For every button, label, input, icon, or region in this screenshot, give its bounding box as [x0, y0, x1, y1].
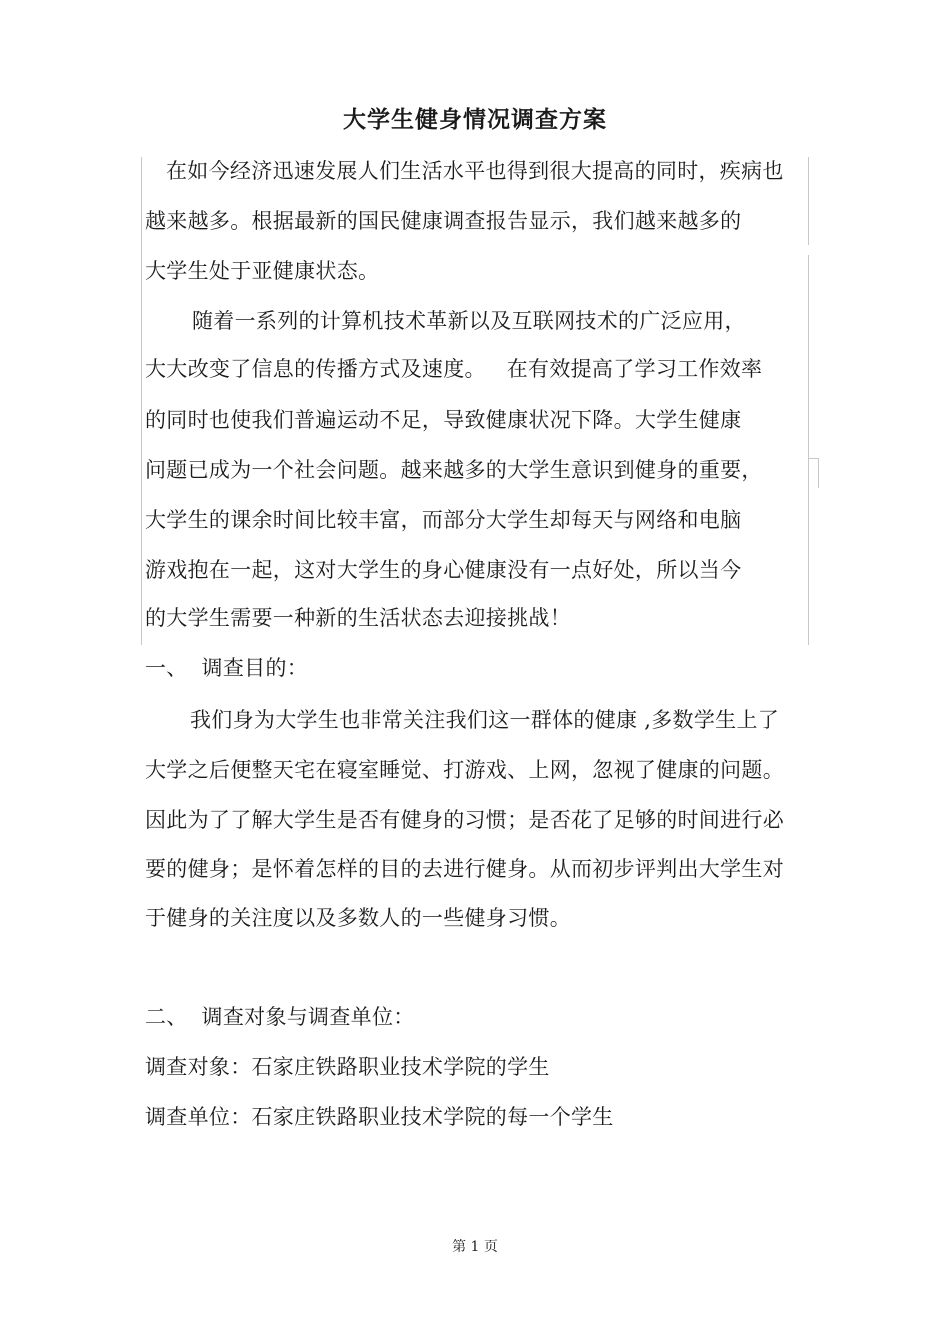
survey-unit-line: 调查单位：石家庄铁路职业技术学院的每一个学生: [145, 1105, 614, 1129]
frame-line-right-bottom: [808, 255, 809, 645]
intro-line: 大学生处于亚健康状态。: [145, 259, 380, 283]
intro-line: 的同时也使我们普遍运动不足，导致健康状况下降。大学生健康: [145, 408, 742, 432]
frame-line-left: [141, 157, 142, 645]
intro-line: 越来越多。根据最新的国民健康调查报告显示，我们越来越多的: [145, 209, 742, 233]
intro-line: 随着一系列的计算机技术革新以及互联网技术的广泛应用，: [192, 309, 746, 333]
section-heading: 二、 调查对象与调查单位：: [145, 1005, 415, 1029]
survey-object-line: 调查对象：石家庄铁路职业技术学院的学生: [145, 1055, 550, 1079]
intro-line: 游戏抱在一起，这对大学生的身心健康没有一点好处，所以当今: [145, 558, 742, 582]
frame-line-right-top: [808, 157, 809, 245]
section-body-line: 要的健身；是怀着怎样的目的去进行健身。从而初步评判出大学生对: [145, 857, 784, 881]
intro-line: 在如今经济迅速发展人们生活水平也得到很大提高的同时，疾病也: [166, 159, 784, 183]
intro-line: 的大学生需要一种新的生活状态去迎接挑战！: [145, 606, 571, 630]
page-number: 第 1 页: [452, 1239, 498, 1255]
section-body-line: 我们身为大学生也非常关注我们这一群体的健康 ,多数学生上了: [190, 708, 780, 732]
frame-line-right-tick: [818, 458, 819, 488]
section-body-line: 因此为了了解大学生是否有健身的习惯；是否花了足够的时间进行必: [145, 808, 784, 832]
intro-line: 问题已成为一个社会问题。越来越多的大学生意识到健身的重要，: [145, 458, 763, 482]
section-body-line: 大学之后便整天宅在寝室睡觉、打游戏、上网，忽视了健康的问题。: [145, 758, 784, 782]
intro-line: 大大改变了信息的传播方式及速度。 在有效提高了学习工作效率: [145, 357, 763, 381]
frame-line-tick: [808, 458, 819, 459]
document-title: 大学生健身情况调查方案: [343, 107, 607, 133]
intro-line: 大学生的课余时间比较丰富，而部分大学生却每天与网络和电脑: [145, 508, 742, 532]
section-body-line: 于健身的关注度以及多数人的一些健身习惯。: [145, 906, 571, 930]
section-heading: 一、 调查目的：: [145, 656, 309, 680]
